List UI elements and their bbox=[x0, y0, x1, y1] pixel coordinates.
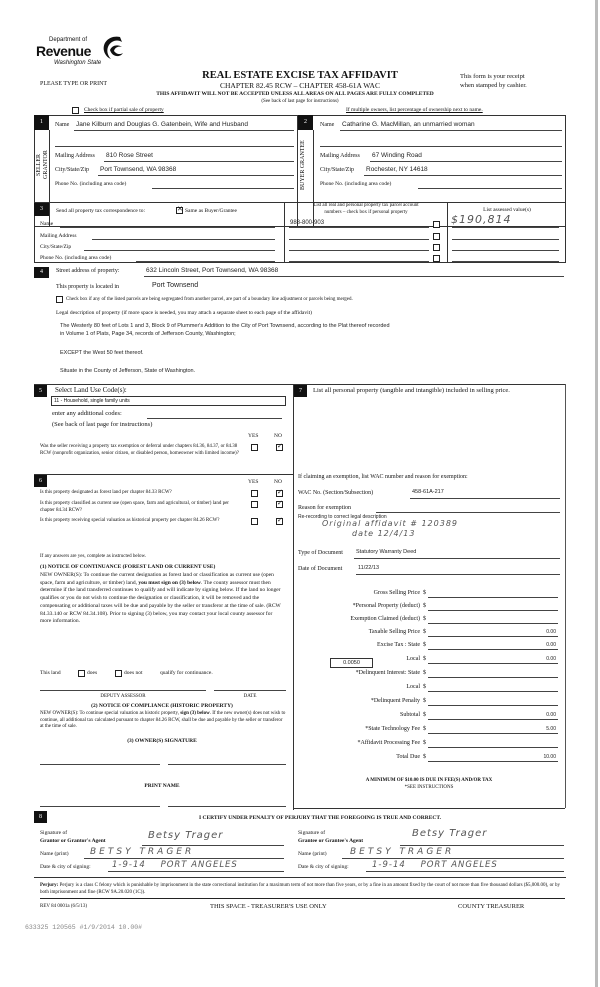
currency-symbol: $ bbox=[423, 740, 426, 746]
seller-phone-label: Phone No. (including area code) bbox=[55, 181, 127, 187]
forest-land-yes-checkbox[interactable] bbox=[251, 490, 258, 497]
dor-logo bbox=[36, 34, 128, 70]
fee-label: *Affidavit Processing Fee bbox=[357, 740, 420, 746]
buyer-city-label: City/State/Zip bbox=[320, 167, 354, 173]
seller-city-label: City/State/Zip bbox=[55, 167, 89, 173]
grantor-name-field[interactable]: BETSY TRAGER bbox=[90, 847, 195, 857]
personal-property-field[interactable] bbox=[300, 410, 560, 470]
currency-symbol: $ bbox=[423, 712, 426, 718]
section-2-badge: 2 bbox=[298, 115, 313, 130]
currency-symbol: $ bbox=[423, 670, 426, 676]
buyer-grantee-label: BUYER GRANTEE bbox=[300, 140, 306, 190]
personal-property-label: List all personal property (tangible and intangible) included in selling price. bbox=[313, 387, 510, 394]
certify-statement: I CERTIFY UNDER PENALTY OF PERJURY THAT THE FOREGOING IS TRUE AND CORRECT. bbox=[198, 815, 441, 821]
current-use-question: Is this property classified as current use (open space, farm and agricultural, or timber) land per chapter 84.34 RCW? bbox=[40, 501, 229, 513]
land-does-checkbox[interactable] bbox=[78, 670, 85, 677]
yes-header-5: YES bbox=[248, 433, 259, 439]
land-does-not-checkbox[interactable] bbox=[115, 670, 122, 677]
seller-mailing-field[interactable]: 810 Rose Street bbox=[106, 152, 153, 159]
parcel-personal-checkbox-3[interactable] bbox=[433, 244, 440, 251]
wac-label: WAC No. (Section/Subsection) bbox=[298, 490, 374, 496]
exemption-no-checkbox[interactable] bbox=[276, 444, 283, 451]
partial-sale-label: Check box if partial sale of property bbox=[84, 107, 164, 113]
please-type-note: PLEASE TYPE OR PRINT bbox=[40, 81, 108, 87]
exemption-header: If claiming an exemption, list WAC number and reason for exemption: bbox=[298, 474, 468, 480]
notice-continuance-title: (1) NOTICE OF CONTINUANCE (FOREST LAND OR CURRENT USE) bbox=[40, 564, 216, 570]
county-treasurer-label: COUNTY TREASURER bbox=[458, 903, 525, 910]
dor-swoosh-icon bbox=[100, 34, 124, 60]
treasurer-stamp: 633325 120565 #1/9/2014 10.00# bbox=[25, 924, 143, 931]
grantee-name-label: Name (print) bbox=[298, 851, 327, 857]
deputy-assessor-signature[interactable] bbox=[40, 690, 206, 691]
fee-label: Excise Tax : State bbox=[377, 642, 420, 648]
parcel-personal-checkbox-1[interactable] bbox=[433, 221, 440, 228]
fee-value[interactable]: 0.00 bbox=[546, 656, 556, 662]
section-7-badge: 7 bbox=[294, 385, 307, 397]
fee-label: Local bbox=[406, 656, 420, 662]
fee-label: Subtotal bbox=[399, 712, 420, 718]
fee-label: *Delinquent Penalty bbox=[370, 698, 420, 704]
grantee-sig-label-1: Signature of bbox=[298, 830, 326, 836]
fee-label: Exemption Claimed (deduct) bbox=[350, 616, 420, 622]
additional-codes-field[interactable] bbox=[147, 418, 282, 419]
yes-header-6: YES bbox=[248, 479, 259, 485]
print-name-1[interactable] bbox=[40, 806, 160, 807]
reason-field[interactable]: Re-recording to correct legal description bbox=[298, 514, 387, 520]
land-use-label: Select Land Use Code(s): bbox=[55, 386, 127, 394]
buyer-name-line-2[interactable] bbox=[320, 146, 562, 147]
legal-description-line-3: EXCEPT the West 50 feet thereof. bbox=[60, 350, 144, 356]
current-use-yes-checkbox[interactable] bbox=[251, 501, 258, 508]
parcel-personal-checkbox-2[interactable] bbox=[433, 233, 440, 240]
parcel-personal-checkbox-4[interactable] bbox=[433, 255, 440, 262]
seller-mailing-label: Mailing Address bbox=[55, 153, 95, 159]
currency-symbol: $ bbox=[423, 698, 426, 704]
fee-value[interactable]: 5.00 bbox=[546, 726, 556, 732]
same-as-buyer-label: Same as Buyer/Grantee bbox=[185, 208, 237, 214]
deputy-assessor-label: DEPUTY ASSESSOR bbox=[100, 694, 146, 699]
parcel-header-1: List all real and personal property tax parcel account bbox=[313, 203, 419, 208]
buyer-mailing-field[interactable]: 67 Winding Road bbox=[372, 152, 422, 159]
parcel-number-1[interactable]: 988-800-903 bbox=[290, 220, 325, 226]
fee-label: Taxable Selling Price bbox=[368, 629, 420, 635]
currency-symbol: $ bbox=[423, 616, 426, 622]
doc-type-field[interactable]: Statutory Warranty Deed bbox=[356, 549, 417, 555]
corr-mailing-label: Mailing Address bbox=[40, 233, 77, 239]
see-instructions-note: *SEE INSTRUCTIONS bbox=[404, 785, 454, 790]
street-address-label: Street address of property: bbox=[56, 268, 120, 274]
parcel-number-3[interactable] bbox=[289, 250, 429, 251]
same-as-buyer-checkbox[interactable] bbox=[176, 207, 183, 214]
assessed-value-2[interactable] bbox=[452, 239, 559, 240]
partial-sale-checkbox[interactable] bbox=[72, 107, 79, 114]
historical-question: Is this property receiving special valuation as historical property per chapter 84.26 RCW? bbox=[40, 518, 220, 523]
forest-land-no-checkbox[interactable] bbox=[276, 490, 283, 497]
exemption-yes-checkbox[interactable] bbox=[251, 444, 258, 451]
parcel-header-2: numbers – check box if personal property bbox=[324, 210, 408, 215]
notice-compliance-body: NEW OWNER(S): To continue special valuation as historic property, sign (3) below. If the new owner(s) does not wish to continue, all additional tax calculated pursuant to chapter 84.26 RCW, shall be due and payable by the seller or transferor at the time of sale. bbox=[40, 711, 286, 729]
fee-label: *State Technology Fee bbox=[365, 726, 420, 732]
assessed-value-1[interactable]: $190,814 bbox=[451, 213, 512, 226]
fee-value[interactable]: 0.00 bbox=[546, 629, 556, 635]
no-header-5: NO bbox=[274, 433, 282, 439]
fee-label: Local bbox=[406, 684, 420, 690]
grantor-date-field[interactable]: 1-9-14 PORT ANGELES bbox=[112, 860, 238, 870]
historical-yes-checkbox[interactable] bbox=[251, 518, 258, 525]
grantee-sig-label-2: Grantee or Grantee's Agent bbox=[298, 838, 364, 844]
minimum-due-note: A MINIMUM OF $10.00 IS DUE IN FEE(S) AND/OR TAX bbox=[365, 778, 493, 783]
parcel-number-2[interactable] bbox=[289, 239, 429, 240]
land-use-select[interactable] bbox=[51, 396, 286, 406]
section-1-badge: 1 bbox=[34, 115, 49, 130]
section-3-badge: 3 bbox=[34, 203, 49, 216]
historical-no-checkbox[interactable] bbox=[276, 518, 283, 525]
fee-value[interactable]: 10.00 bbox=[543, 754, 556, 760]
corr-mailing-field[interactable] bbox=[92, 239, 275, 240]
currency-symbol: $ bbox=[423, 656, 426, 662]
this-land-label: This land bbox=[40, 670, 61, 676]
seller-name-line-2[interactable] bbox=[55, 146, 294, 147]
street-address-field[interactable]: 632 Lincoln Street, Port Townsend, WA 98368 bbox=[146, 267, 279, 274]
fee-label: *Delinquent Interest: State bbox=[355, 670, 420, 676]
land-does-not-label: does not bbox=[124, 670, 143, 676]
current-use-no-checkbox[interactable] bbox=[276, 501, 283, 508]
fee-value[interactable]: 0.00 bbox=[546, 642, 556, 648]
assessor-date-label: DATE bbox=[243, 694, 257, 699]
print-name-label: PRINT NAME bbox=[144, 783, 180, 789]
instructions-note: (See back of last page for instructions) bbox=[261, 99, 339, 104]
corr-name-field[interactable] bbox=[60, 227, 275, 228]
fee-value[interactable]: 0.00 bbox=[546, 712, 556, 718]
parcel-number-4[interactable] bbox=[289, 261, 429, 262]
grantor-sig-label-1: Signature of bbox=[40, 830, 68, 836]
fee-label: Total Due bbox=[396, 754, 420, 760]
located-in-field[interactable]: Port Townsend bbox=[152, 282, 199, 289]
buyer-city-field[interactable]: Rochester, NY 14618 bbox=[366, 166, 428, 173]
land-use-value: 11 - Household, single family units bbox=[54, 398, 130, 404]
grantor-sig-label-2: Grantor or Grantor's Agent bbox=[40, 838, 106, 844]
legal-description-line-1: The Westerly 80 feet of Lots 1 and 3, Block 9 of Plummer's Addition to the City of Port Townsend, according to the Plat thereof recorded bbox=[60, 323, 390, 329]
grantee-date-field[interactable]: 1-9-14 PORT ANGELES bbox=[372, 860, 498, 870]
seller-grantor-label: SELLER GRANTOR bbox=[36, 150, 49, 180]
legal-description-line-2: in Volume 1 of Plats, Page 34, records of Jefferson County, Washington; bbox=[60, 331, 236, 337]
handwritten-note-2: date 12/4/13 bbox=[352, 529, 416, 538]
corr-name-label: Name bbox=[40, 221, 54, 227]
logo-revenue: Revenue bbox=[36, 43, 91, 59]
seller-city-field[interactable]: Port Townsend, WA 98368 bbox=[100, 166, 177, 173]
divider-5-7 bbox=[293, 384, 294, 810]
qualify-label: qualify for continuance. bbox=[160, 670, 213, 676]
handwritten-note-1: Original affidavit # 120389 bbox=[322, 519, 459, 528]
currency-symbol: $ bbox=[423, 684, 426, 690]
corr-city-label: City/State/Zip bbox=[40, 244, 72, 250]
currency-symbol: $ bbox=[423, 642, 426, 648]
send-correspondence-label: Send all property tax correspondence to: bbox=[56, 208, 146, 214]
legal-description-line-4: Situate in the County of Jefferson, State of Washington. bbox=[60, 368, 196, 374]
additional-codes-label: enter any additional codes: bbox=[52, 410, 122, 417]
land-does-label: does bbox=[87, 670, 98, 676]
segregated-label: Check box if any of the listed parcels are being segregated from another parcel, are part of a boundary line adjustment or parcels being merged. bbox=[66, 297, 353, 302]
notice-continuance-body: NEW OWNER(S): To continue the current designation as forest land or classification as current use (open space, farm and agriculture, or timber) land, you must sign on (3) below. The county assessor must then determine if the land transferred continues to qualify and will indicate by signing below. If the land no longer qualifies or you do not wish to continue the designation or classification, it will be removed and the compensating or additional taxes will be due and payable by the seller or transferor at the time of sale. (RCW 84.33.140 or RCW 84.34.108). Prior to signing (3) below, you may contact your local county assessor for more information. bbox=[40, 572, 281, 625]
buyer-name-label: Name bbox=[320, 122, 335, 128]
currency-symbol: $ bbox=[423, 754, 426, 760]
currency-symbol: $ bbox=[423, 629, 426, 635]
corr-city-field[interactable] bbox=[84, 250, 275, 251]
multiple-owners-note: If multiple owners, list percentage of ownership next to name. bbox=[346, 107, 483, 113]
form-title: REAL ESTATE EXCISE TAX AFFIDAVIT bbox=[202, 70, 398, 81]
assessed-value-4[interactable] bbox=[452, 261, 559, 262]
forest-land-question: Is this property designated as forest land per chapter 84.33 RCW? bbox=[40, 490, 172, 495]
reason-label: Reason for exemption bbox=[298, 505, 351, 511]
page-edge bbox=[595, 0, 598, 987]
wac-field[interactable]: 458-61A-217 bbox=[412, 489, 444, 495]
logo-department: Department of bbox=[49, 37, 88, 43]
section-6-badge: 6 bbox=[34, 475, 47, 487]
buyer-phone-label: Phone No. (including area code) bbox=[320, 181, 392, 187]
grantor-signature[interactable]: Betsy Trager bbox=[148, 830, 224, 841]
no-header-6: NO bbox=[274, 479, 282, 485]
receipt-note-2: when stamped by cashier. bbox=[460, 82, 527, 89]
doc-type-label: Type of Document bbox=[298, 550, 343, 556]
buyer-mailing-label: Mailing Address bbox=[320, 153, 360, 159]
currency-symbol: $ bbox=[423, 726, 426, 732]
treasurer-use-label: THIS SPACE - TREASURER'S USE ONLY bbox=[210, 903, 327, 910]
logo-washington: Washington State bbox=[54, 60, 102, 66]
owner-signature-title: (3) OWNER(S) SIGNATURE bbox=[127, 738, 197, 744]
segregated-checkbox[interactable] bbox=[56, 296, 63, 303]
perjury-notice: Perjury: Perjury is a class C felony which is punishable by imprisonment in the state correctional institution for a maximum term of not more than five years, or by a fine in an amount fixed by the court of not more than five thousand dollars ($5,000.00), or by both imprisonment and fine (RCW 9A.20.020 (1C)). bbox=[40, 883, 561, 895]
local-rate-value: 0.0050 bbox=[343, 660, 360, 666]
form-id: REV 84 0001a (6/5/13) bbox=[40, 904, 87, 909]
receipt-note-1: This form is your receipt bbox=[460, 73, 525, 80]
owner-signature-1[interactable] bbox=[40, 764, 160, 765]
grantee-date-label: Date & city of signing: bbox=[298, 864, 349, 870]
owner-signature-2[interactable] bbox=[168, 764, 286, 765]
seller-phone-field[interactable] bbox=[152, 188, 294, 189]
grantee-signature[interactable]: Betsy Trager bbox=[412, 828, 488, 839]
buyer-phone-field[interactable] bbox=[418, 188, 562, 189]
corr-phone-label: Phone No. (including area code) bbox=[40, 255, 112, 261]
print-name-2[interactable] bbox=[168, 806, 286, 807]
doc-date-label: Date of Document bbox=[298, 566, 343, 572]
assessor-date-field[interactable] bbox=[214, 690, 286, 691]
section-5-badge: 5 bbox=[34, 385, 47, 397]
land-use-instructions: (See back of last page for instructions) bbox=[52, 421, 153, 428]
currency-symbol: $ bbox=[423, 590, 426, 596]
seller-name-label: Name bbox=[55, 122, 70, 128]
seller-name-field[interactable]: Jane Kilburn and Douglas G. Gatenbein, Wife and Husband bbox=[76, 121, 248, 128]
if-yes-instructions: If any answers are yes, complete as instructed below. bbox=[40, 554, 147, 559]
section-8-badge: 8 bbox=[34, 811, 47, 823]
corr-phone-field[interactable] bbox=[136, 261, 275, 262]
warning-banner: THIS AFFIDAVIT WILL NOT BE ACCEPTED UNLESS ALL AREAS ON ALL PAGES ARE FULLY COMPLETED bbox=[156, 91, 434, 97]
located-in-label: This property is located in bbox=[56, 284, 119, 290]
currency-symbol: $ bbox=[423, 603, 426, 609]
doc-date-field[interactable]: 11/22/13 bbox=[358, 565, 380, 571]
grantor-date-label: Date & city of signing: bbox=[40, 864, 91, 870]
chapter-reference: CHAPTER 82.45 RCW – CHAPTER 458-61A WAC bbox=[220, 81, 380, 90]
fee-label: Gross Selling Price bbox=[373, 590, 420, 596]
notice-compliance-title: (2) NOTICE OF COMPLIANCE (HISTORIC PROPERTY) bbox=[91, 703, 233, 709]
assessed-header: List assessed value(s) bbox=[483, 207, 531, 213]
section-4-badge: 4 bbox=[34, 267, 49, 278]
exemption-question: Was the seller receiving a property tax exemption or deferral under chapters 84.36, 84.37, or 84.38 RCW (nonprofit organization, senior citizen, or disabled person, homeowner with limited income)? bbox=[40, 444, 239, 456]
grantor-name-label: Name (print) bbox=[40, 851, 69, 857]
buyer-name-field[interactable]: Catharine G. MacMillan, an unmarried woman bbox=[342, 121, 475, 128]
fee-label: *Personal Property (deduct) bbox=[352, 603, 420, 609]
grantee-name-field[interactable]: BETSY TRAGER bbox=[350, 847, 455, 857]
assessed-value-3[interactable] bbox=[452, 250, 559, 251]
legal-description-label: Legal description of property (if more space is needed, you may attach a separate sheet to each page of the affidavit) bbox=[56, 310, 312, 316]
